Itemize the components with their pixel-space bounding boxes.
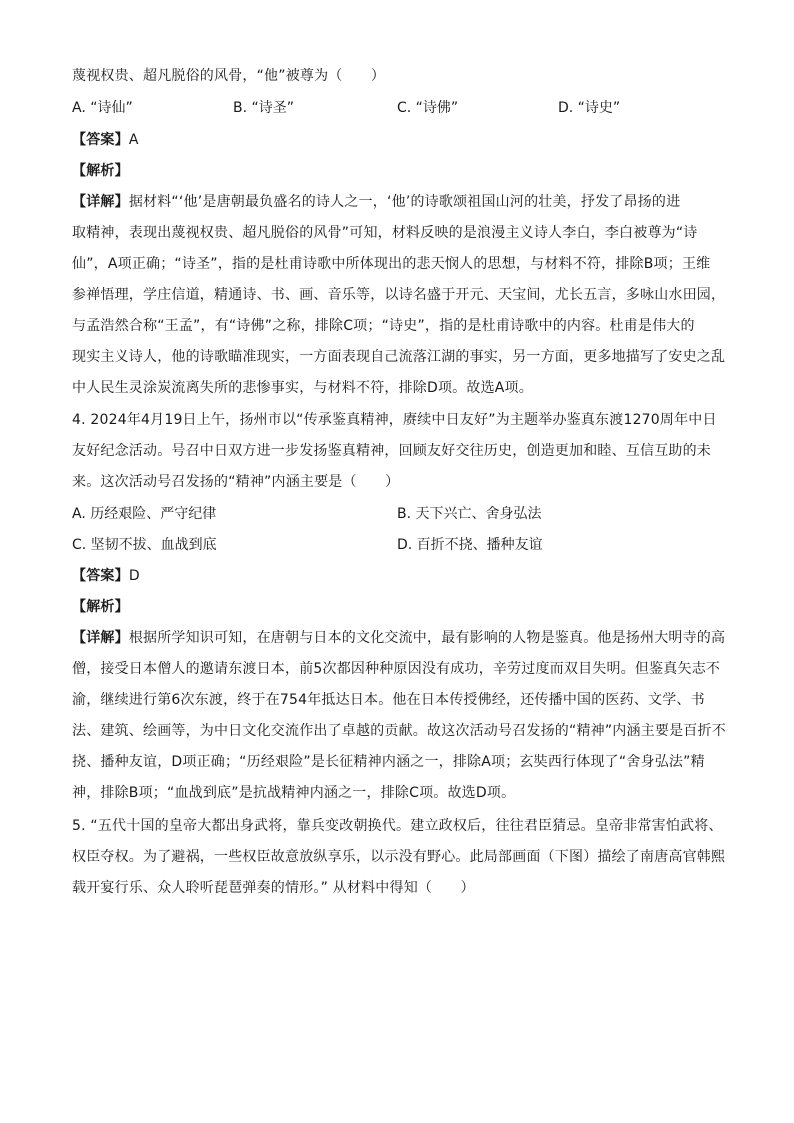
q4-stem-line-1: 4. 2024年4月19日上午，扬州市以“传承鉴真精神，赓续中日友好”为主题举办鉴真东渡1270周年中日 [72,412,717,428]
q3-stem-tail: 蔑视权贵、超凡脱俗的风骨，“他”被尊为（ ） [72,68,386,84]
q3-analysis-tag [72,161,732,181]
detail-text: 据材料“‘他’是唐朝最负盛名的诗人之一，‘他’的诗歌颂祖国山河的壮美，抒发了昂扬的进 [128,194,681,210]
analysis-tag: 【解析】 [72,599,129,615]
q4-option-a: A. 历经艰险、严守纪律 [72,506,217,522]
q3-option-b: B. “诗圣” [233,100,295,116]
q3-detail-line-3: 仙”，A项正确；“诗圣”，指的是杜甫诗歌中所体现出的悲天悯人的思想，与材料不符，排除B项；王维 [72,256,711,272]
q4-stem-line-2: 友好纪念活动。号召中日双方进一步发扬鉴真精神，回顾友好交往历史，创造更加和睦、互信互助的未 [72,443,711,459]
q4-detail-line-5: 挠、播种友谊，D项正确；“历经艰险”是长征精神内涵之一，排除A项；玄奘西行体现了“舍身弘法”精 [72,754,705,770]
q3-detail-line-1 [72,192,732,212]
q5-stem-line-3: 载开宴行乐、众人聆听琵琶弹奏的情形。” 从材料中得知（ ） [72,880,475,896]
q3-detail-line-7: 中人民生灵涂炭流离失所的悲惨事实，与材料不符，排除D项。故选A项。 [72,380,533,396]
detail-text: 根据所学知识可知，在唐朝与日本的文化交流中，最有影响的人物是鉴真。他是扬州大明寺的高 [128,630,726,646]
answer-value: A [128,132,139,148]
q4-detail-line-3: 渝，继续进行第6次东渡，终于在754年抵达日本。他在日本传授佛经，还传播中国的医药、文学、书 [72,692,705,708]
answer-value: D [128,568,140,584]
q4-option-b: B. 天下兴亡、舍身弘法 [397,506,542,522]
detail-tag: 【详解】 [72,630,129,646]
q4-answer [72,566,732,586]
q5-stem-line-1: 5. “五代十国的皇帝大都出身武将，靠兵变改朝换代。建立政权后，往往君臣猜忌。皇帝非常害怕武将、 [72,818,723,834]
q3-detail-line-2: 取精神，表现出蔑视权贵、超凡脱俗的风骨”可知，材料反映的是浪漫主义诗人李白，李白被尊为“诗 [72,225,698,241]
q4-detail-line-1 [72,628,732,648]
answer-tag: 【答案】 [72,568,129,584]
q4-analysis-tag [72,597,732,617]
q4-stem-line-3: 来。这次活动号召发扬的“精神”内涵主要是（ ） [72,474,400,490]
analysis-tag: 【解析】 [72,163,129,179]
q3-detail-line-5: 与孟浩然合称“王孟”，有“诗佛”之称，排除C项；“诗史”，指的是杜甫诗歌中的内容。杜甫是伟大的 [72,318,695,334]
q3-option-d: D. “诗史” [558,100,621,116]
q4-option-d: D. 百折不挠、播种友谊 [397,537,543,553]
q5-stem-line-2: 权臣夺权。为了避祸，一些权臣故意放纵享乐，以示没有野心。此局部画面（下图）描绘了南唐高官韩熙 [72,849,726,865]
q4-detail-line-4: 法、建筑、绘画等，为中日文化交流作出了卓越的贡献。故这次活动号召发扬的“精神”内涵主要是百折不 [72,723,726,739]
q3-detail-line-4: 参禅悟理，学庄信道，精通诗、书、画、音乐等，以诗名盛于开元、天宝间，尤长五言，多咏山水田园， [72,287,726,303]
q4-option-c: C. 坚韧不拔、血战到底 [72,537,217,553]
q4-detail-line-6: 神，排除B项；“血战到底”是抗战精神内涵之一，排除C项。故选D项。 [72,785,516,801]
q4-detail-line-2: 僧，接受日本僧人的邀请东渡日本，前5次都因种种原因没有成功，辛劳过度而双目失明。但鉴真矢志不 [72,661,721,677]
q3-detail-line-6: 现实主义诗人，他的诗歌瞄准现实，一方面表现自己流落江湖的事实，另一方面，更多地描写了安史之乱 [72,349,726,365]
detail-tag: 【详解】 [72,194,129,210]
q3-option-a: A. “诗仙” [72,100,133,116]
answer-tag: 【答案】 [72,132,129,148]
q3-answer [72,130,732,150]
q3-option-c: C. “诗佛” [397,100,459,116]
